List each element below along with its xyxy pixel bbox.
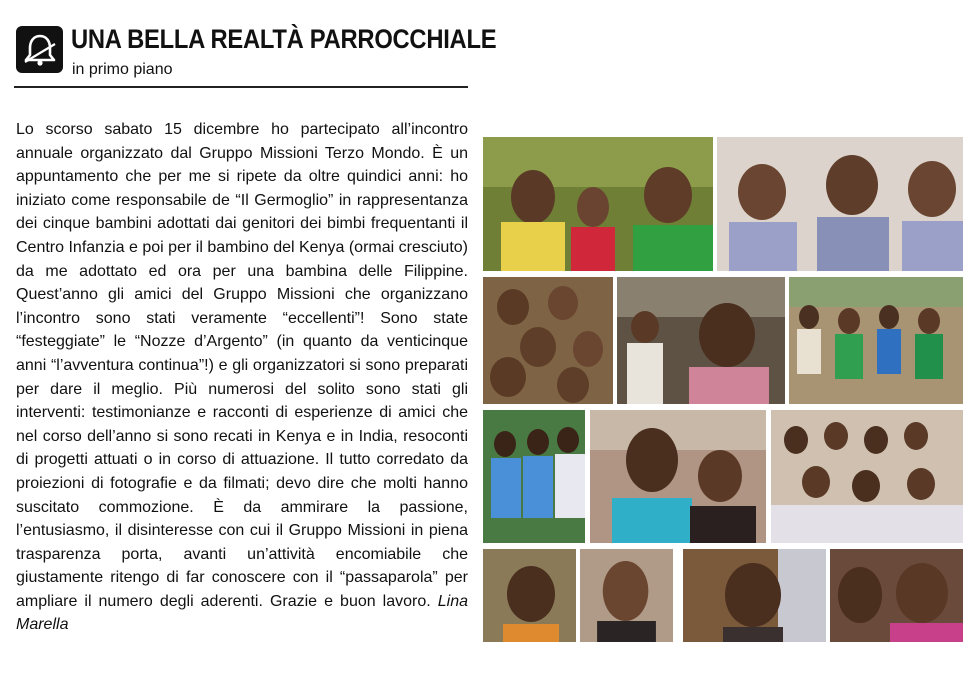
toddler-photo [483,549,576,642]
bell-icon [21,31,59,69]
children-crowd-photo [789,277,963,404]
header-divider [14,86,468,88]
three-girls-photo [717,137,963,271]
girls-group-photo [483,137,713,271]
two-girls-photo [590,410,766,543]
two-boys-photo [830,549,963,642]
article-text: Lo scorso sabato 15 dicembre ho partecipato all’incontro annuale organizzato dal Gruppo Missioni Terzo Mondo. È un appuntamento che per me si ripete da oltre quindici anni: ho iniziato come responsabile de “Il Germoglio” in rappresentanza dei cinque bambini adottati dai genitori dei bimbi frequentanti il Centro Infanzia e poi per il bambino del Kenya (ormai cresciuto) da me adottato ed ora per una bambina delle Filippine. Quest’anno gli amici del Gruppo Missioni che organizzano l’incontro sono stati veramente “eccellenti”! Sono state “festeggiate” le “Nozze d’Argento” (in quanto da venticinque anni “l’avventura continua”!) e gli organizzatori si sono preparati per dare il meglio. Più numerosi del solito sono stati gli interventi: testimonianze e racconti di esperienze di amici che nel corso dell’anno si sono recati in Kenya e in India, resoconti di progetti attuati o in corso di attuazione. Il tutto corredato da proiezioni di fotografie e da filmati; devo dire che molti hanno suscitato commozione. È da ammirare la passione, l’entusiasmo, il disinteresse con cui il Gruppo Missioni in piena trasparenza porta, avanti un’attività encomiabile che giustamente ritengo di far conoscere con il “passaparola” per ampliare il numero degli aderenti. Grazie e buon lavoro. [16,121,468,610]
article-body [16,118,468,637]
parish-logo [16,26,63,73]
children-uniforms-photo [483,410,585,543]
classroom-children-photo [771,410,963,543]
section-subtitle: in primo piano [72,61,173,78]
children-faces-photo [483,277,613,404]
young-woman-photo [580,549,678,642]
smiling-boy-photo [683,549,826,642]
boy-waving-photo [617,277,785,404]
page-title: UNA BELLA REALTÀ PARROCCHIALE [71,24,497,54]
article-author: Lina Marella [16,592,468,634]
